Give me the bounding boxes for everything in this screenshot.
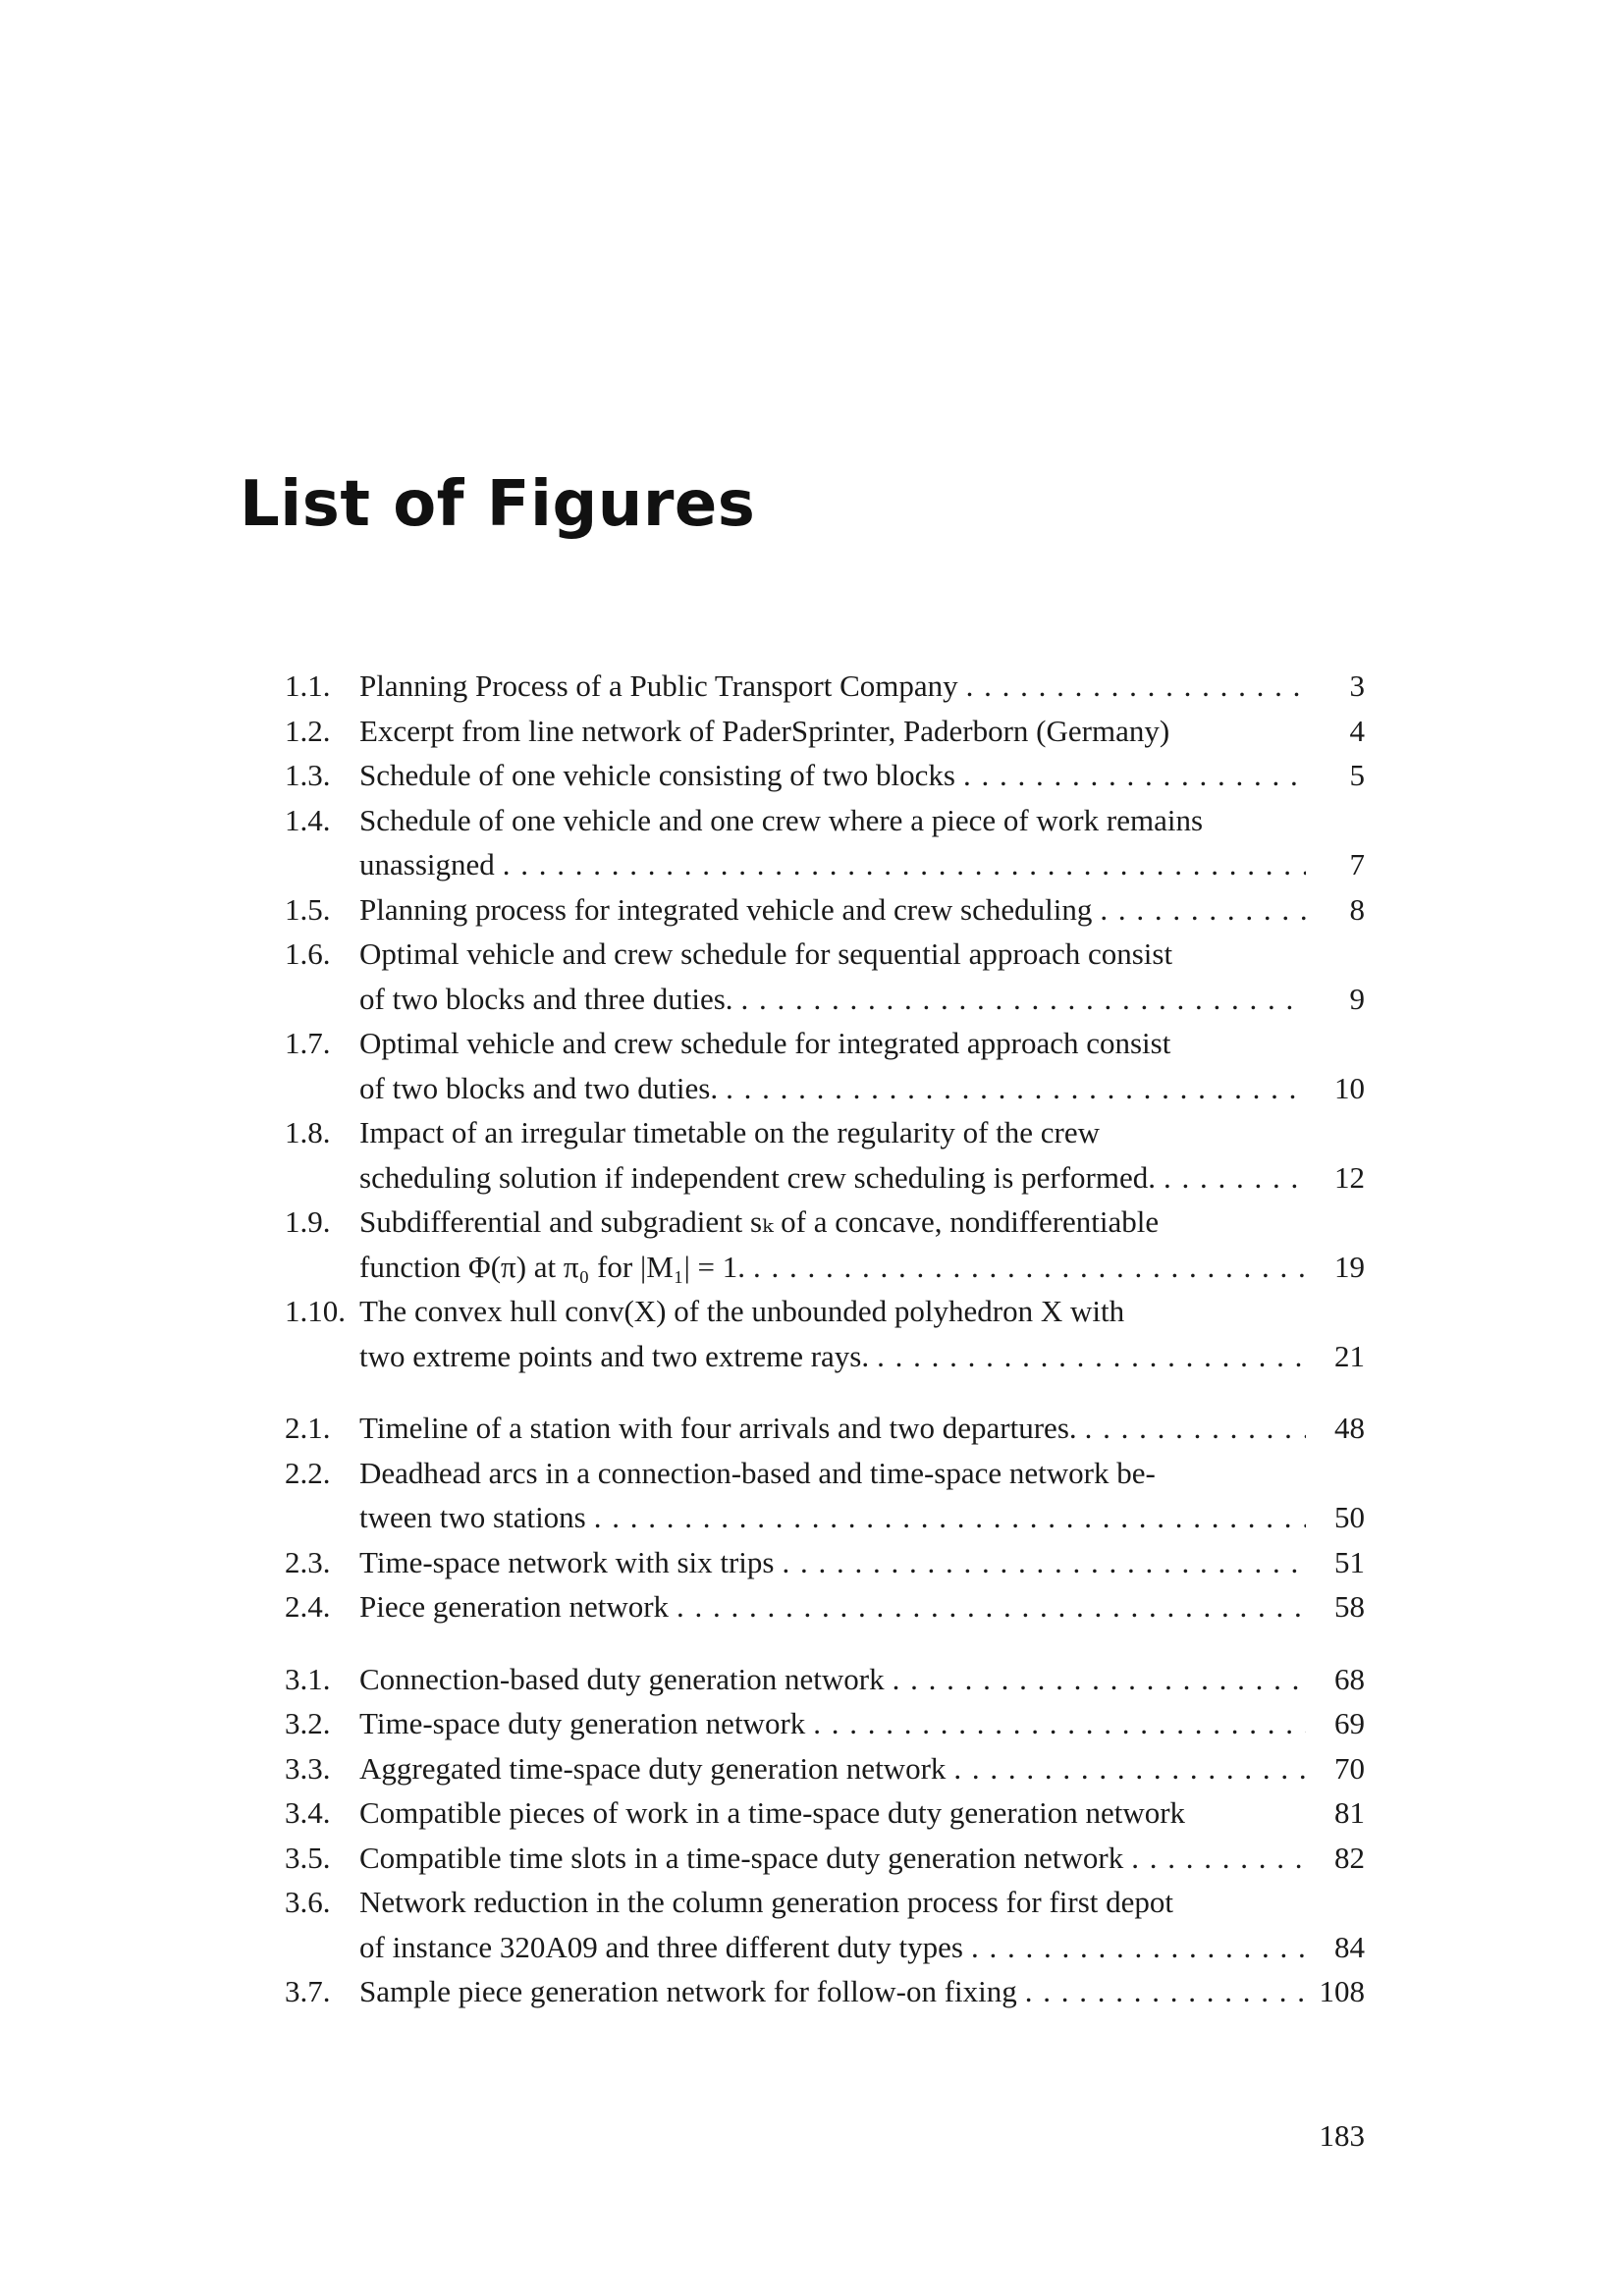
figure-caption-line: Planning process for integrated vehicle and crew scheduling (359, 891, 1093, 927)
figure-page: 21 (1334, 1338, 1365, 1373)
figure-caption-line: Timeline of a station with four arrivals and two departures. (359, 1411, 1077, 1445)
figure-page: 8 (1349, 891, 1365, 927)
figure-number: 3.6. (285, 1885, 331, 1919)
figure-entry[interactable] (285, 664, 1365, 709)
figure-page: 84 (1334, 1929, 1365, 1964)
figure-number: 3.7. (285, 1974, 331, 2008)
leader-dots (869, 1334, 1306, 1379)
leader-dots (963, 1925, 1306, 1970)
figure-page: 70 (1334, 1750, 1365, 1786)
figure-number: 3.2. (285, 1706, 331, 1740)
figure-caption-line: tween two stations (359, 1500, 586, 1534)
figure-caption-line: of instance 320A09 and three different duty types (359, 1929, 963, 1964)
figure-caption-line: Subdifferential and subgradient sₖ of a concave, nondifferentiable (359, 1204, 1160, 1239)
figure-caption-line: Compatible time slots in a time-space duty generation network (359, 1840, 1124, 1875)
figure-caption-line: The convex hull conv(X) of the unbounded polyhedron X with (359, 1294, 1125, 1328)
figure-page: 7 (1349, 847, 1365, 881)
figure-number: 1.9. (285, 1204, 331, 1239)
figure-caption-line: Compatible pieces of work in a time-space duty generation network (359, 1795, 1186, 1830)
leader-dots (958, 664, 1306, 709)
figure-page: 3 (1349, 668, 1365, 703)
figure-group (285, 664, 1365, 1378)
figure-page: 82 (1334, 1840, 1365, 1875)
figure-entry[interactable] (285, 1200, 1365, 1289)
figure-entry[interactable] (285, 709, 1365, 754)
leader-dots (669, 1584, 1306, 1629)
leader-dots (1017, 1969, 1306, 2014)
figure-caption-line: Optimal vehicle and crew schedule for integrated approach consist (359, 1026, 1171, 1060)
leader-dots (805, 1701, 1306, 1746)
figure-number: 2.1. (285, 1411, 331, 1445)
figure-entry[interactable] (285, 1110, 1365, 1200)
figure-entry[interactable] (285, 1836, 1365, 1881)
figure-number: 1.8. (285, 1115, 331, 1149)
figure-caption-line: Connection-based duty generation network (359, 1661, 885, 1696)
figure-number: 3.5. (285, 1840, 331, 1875)
figure-entry[interactable] (285, 1969, 1365, 2014)
figure-number: 3.4. (285, 1795, 331, 1830)
figure-group (285, 1657, 1365, 2014)
figure-page: 12 (1334, 1159, 1365, 1195)
figure-caption-line: Planning Process of a Public Transport Company (359, 668, 958, 703)
figure-number: 1.10. (285, 1294, 346, 1328)
figure-entry[interactable] (285, 1584, 1365, 1629)
figure-page: 50 (1334, 1500, 1365, 1534)
figure-entry[interactable] (285, 1289, 1365, 1378)
leader-dots (1077, 1406, 1306, 1451)
figure-number: 2.3. (285, 1544, 331, 1579)
figure-page: 69 (1334, 1706, 1365, 1740)
leader-dots (745, 1245, 1306, 1290)
figure-entry[interactable] (285, 753, 1365, 798)
figure-caption-line: Excerpt from line network of PaderSprinter, Paderborn (Germany) (359, 713, 1170, 748)
figure-caption-line: Schedule of one vehicle consisting of two blocks (359, 758, 955, 792)
figure-entry[interactable] (285, 1790, 1365, 1836)
figure-page: 10 (1334, 1070, 1365, 1105)
leader-dots (885, 1657, 1306, 1702)
figure-entry[interactable] (285, 1021, 1365, 1110)
figure-number: 1.5. (285, 891, 331, 927)
page-title: List of Figures (240, 468, 756, 541)
figure-page: 108 (1319, 1974, 1365, 2008)
figure-number: 1.2. (285, 713, 331, 748)
figure-entry[interactable] (285, 1880, 1365, 1969)
figure-page: 5 (1349, 758, 1365, 792)
figure-page: 9 (1349, 981, 1365, 1016)
figure-caption-line: two extreme points and two extreme rays. (359, 1338, 870, 1373)
figure-entry[interactable] (285, 1406, 1365, 1451)
figure-caption-line: of two blocks and three duties. (359, 981, 733, 1016)
leader-dots (733, 977, 1306, 1022)
figure-number: 3.1. (285, 1661, 331, 1696)
figure-group (285, 1406, 1365, 1629)
figure-number: 3.3. (285, 1750, 331, 1786)
figure-caption-line: Impact of an irregular timetable on the regularity of the crew (359, 1115, 1101, 1149)
figure-entry[interactable] (285, 1701, 1365, 1746)
leader-dots (1156, 1155, 1306, 1201)
figure-page: 68 (1334, 1661, 1365, 1696)
figure-page: 81 (1334, 1795, 1365, 1830)
figure-entry[interactable] (285, 932, 1365, 1021)
figure-page: 4 (1349, 713, 1365, 748)
figure-number: 1.3. (285, 758, 331, 792)
figure-caption-line: Deadhead arcs in a connection-based and time-space network be- (359, 1455, 1156, 1490)
leader-dots (1123, 1836, 1306, 1881)
figure-caption-line: Network reduction in the column generation process for first depot (359, 1885, 1174, 1919)
figure-caption-line: unassigned (359, 847, 495, 881)
figure-caption-line: Piece generation network (359, 1589, 670, 1624)
figure-entry[interactable] (285, 798, 1365, 887)
figure-caption-line: function Φ(π) at π₀ for |M₁| = 1. (359, 1249, 746, 1284)
leader-dots (1092, 887, 1306, 933)
list-of-figures (285, 664, 1365, 2014)
figure-caption-line: of two blocks and two duties. (359, 1070, 719, 1105)
figure-caption-line: Aggregated time-space duty generation network (359, 1750, 947, 1786)
figure-caption-line: Time-space duty generation network (359, 1706, 806, 1740)
figure-entry[interactable] (285, 887, 1365, 933)
leader-dots (495, 842, 1306, 887)
figure-number: 1.4. (285, 802, 331, 837)
figure-number: 2.2. (285, 1455, 331, 1490)
figure-page: 48 (1334, 1411, 1365, 1445)
figure-number: 1.6. (285, 936, 331, 971)
figure-entry[interactable] (285, 1540, 1365, 1585)
figure-page: 19 (1334, 1249, 1365, 1284)
figure-entry[interactable] (285, 1746, 1365, 1791)
figure-caption-line: Optimal vehicle and crew schedule for sequential approach consist (359, 936, 1173, 971)
figure-entry[interactable] (285, 1657, 1365, 1702)
figure-caption-line: Schedule of one vehicle and one crew where a piece of work remains (359, 802, 1204, 837)
leader-dots (718, 1066, 1306, 1111)
figure-page: 58 (1334, 1589, 1365, 1624)
leader-dots (955, 753, 1306, 798)
figure-number: 1.7. (285, 1026, 331, 1060)
figure-number: 1.1. (285, 668, 331, 703)
leader-dots (946, 1746, 1306, 1791)
leader-dots (774, 1540, 1306, 1585)
figure-entry[interactable] (285, 1451, 1365, 1540)
figure-number: 2.4. (285, 1589, 331, 1624)
leader-dots (586, 1495, 1306, 1540)
figure-caption-line: scheduling solution if independent crew scheduling is performed. (359, 1159, 1156, 1195)
figure-page: 51 (1334, 1544, 1365, 1579)
page-number: 183 (1319, 2118, 1365, 2153)
figure-caption-line: Time-space network with six trips (359, 1544, 775, 1579)
figure-caption-line: Sample piece generation network for follow-on fixing (359, 1974, 1017, 2008)
